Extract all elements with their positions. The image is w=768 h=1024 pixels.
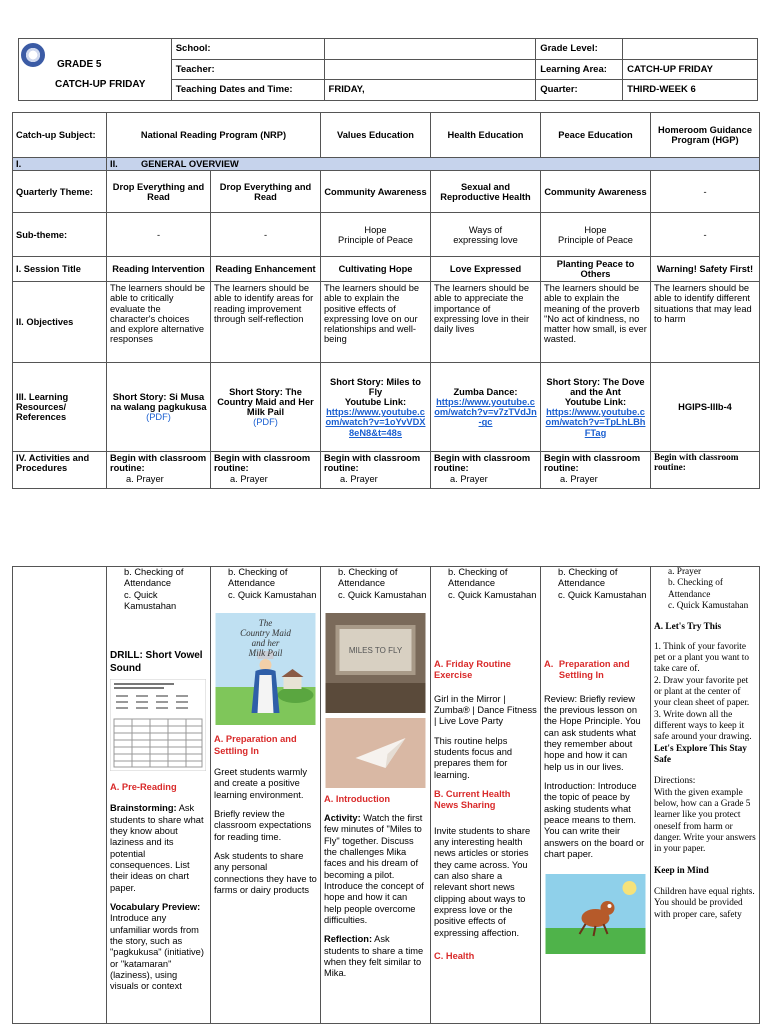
routine-list: a. Prayer b. Checking of Attendance c. Quick Kamustahan <box>668 567 749 611</box>
subject-label: Catch-up Subject: <box>13 113 107 158</box>
hgp-activities <box>651 567 760 1024</box>
subtheme-cell: - <box>211 213 321 257</box>
svg-text:Country Maid: Country Maid <box>240 627 291 638</box>
subtheme-label: Sub-theme: <box>13 213 107 257</box>
directions-label: Directions: <box>654 776 696 787</box>
objective-cell: The learners should be able to appreciate the importance of expressing love in their daily lives <box>431 282 541 363</box>
quarter-label: Quarter: <box>536 80 623 101</box>
theme-cell: - <box>651 171 760 213</box>
theme-cell: Drop Everything and Read <box>107 171 211 213</box>
subtheme-cell: Ways of expressing love <box>431 213 541 257</box>
vowel-worksheet-image <box>110 679 206 771</box>
resource-hgp: HGIPS-IIIb-4 <box>651 363 760 452</box>
activity-cell: Begin with classroom routine: a. Prayer <box>321 452 431 489</box>
preparation-heading: A. Preparation and Settling In <box>214 734 297 756</box>
objective-cell: The learners should be able to critically evaluate the character's choices and explore alternative responses <box>107 282 211 363</box>
header-brand <box>19 39 172 101</box>
preparation-heading: A. Preparation and Settling In <box>544 658 630 681</box>
theme-cell: Community Awareness <box>541 171 651 213</box>
activity-cell: Begin with classroom routine: a. Prayer <box>107 452 211 489</box>
overview-band <box>13 158 760 171</box>
teacher-field[interactable] <box>324 59 536 80</box>
resources-label: III. Learning Resources/ References <box>13 363 107 452</box>
keep-in-mind-heading: Keep in Mind <box>654 865 709 876</box>
vocab-text: Vocabulary Preview: Introduce any unfamiliar words from the story, such as "pagkukusa" (initiative) or "katamaran" (laziness), using visuals or context <box>110 901 204 992</box>
resource-health: Zumba Dance: https://www.youtube.com/watch?v=v7zTVdJn-gc <box>431 363 541 452</box>
pdf-link[interactable]: (PDF) <box>253 417 278 428</box>
peace-activities: b. Checking of Attendance c. Quick Kamustahan A. Preparation and Settling In Review: Briefly review the previous lesson on the Hope Principle. You can ask students what they remember about hope and how it can help us in our lives. Introduction: Introduce the topic of peace by asking students what peace means to them. You can write their answers on the board or chart paper. <box>541 567 651 1024</box>
youtube-link[interactable]: https://www.youtube.com/watch?v=TpLhLBhFTag <box>545 407 646 438</box>
subtheme-cell: - <box>651 213 760 257</box>
hgp-header: Homeroom Guidance Program (HGP) <box>651 113 760 158</box>
news-sharing-heading: B. Current Health News Sharing <box>434 788 511 811</box>
activity-cell: Begin with classroom routine: a. Prayer <box>211 452 321 489</box>
theme-cell: Drop Everything and Read <box>211 171 321 213</box>
resource-peace: Short Story: The Dove and the Ant Youtube Link: https://www.youtube.com/watch?v=TpLhLBhFTag <box>541 363 651 452</box>
values-header: Values Education <box>321 113 431 158</box>
peace-header: Peace Education <box>541 113 651 158</box>
session-row <box>13 257 760 282</box>
objective-cell: The learners should be able to identify different situations that may lead to harm <box>651 282 760 363</box>
objective-cell: The learners should be able to identify areas for reading improvement through self-reflection <box>211 282 321 363</box>
miles-to-fly-thumbnail <box>324 613 427 713</box>
resource-nrp2: Short Story: The Country Maid and Her Milk Pail (PDF) <box>211 363 321 452</box>
friday-routine-heading: A. Friday Routine Exercise <box>434 658 511 681</box>
session-cell: Reading Intervention <box>107 257 211 282</box>
nrp2-activities: b. Checking of Attendance c. Quick Kamustahan The Country Maid and her Milk Pail A. Preparation and Settling In Greet students warmly and create a positive learning environment. Briefly review the classroom expectations for reading time. Ask students to share any personal connections they have to farms or dairy products <box>211 567 321 1024</box>
theme-cell: Community Awareness <box>321 171 431 213</box>
introduction-text: Introduction: Introduce the topic of peace by asking students what peace means to them. You can write their answers on the board or chart paper. <box>544 780 645 859</box>
pdf-link[interactable]: (PDF) <box>146 412 171 423</box>
try-step: 2. Draw your favorite pet or plant at the center of your clean sheet of paper. <box>654 675 750 709</box>
review-text: Review: Briefly review the previous lesson on the Hope Principle. You can ask students what they remember about hope and how it can help us in our lives. <box>544 693 641 772</box>
svg-text:MILES TO FLY: MILES TO FLY <box>348 645 403 655</box>
subtheme-cell: Hope Principle of Peace <box>321 213 431 257</box>
keep-in-mind-text: Children have equal rights. You should be provided with proper care, safety <box>654 886 755 920</box>
subtheme-row <box>13 213 760 257</box>
school-field[interactable] <box>324 39 536 60</box>
resource-values: Short Story: Miles to Fly Youtube Link: https://www.youtube.com/watch?v=1oYvVDX8eN8&t=48s <box>321 363 431 452</box>
teacher-label: Teacher: <box>171 59 324 80</box>
try-step: 1. Think of your favorite pet or a plant you want to take care of. <box>654 641 750 675</box>
band-overview: II. GENERAL OVERVIEW <box>107 158 760 171</box>
lets-explore-heading: Let's Explore This Stay Safe <box>654 743 747 765</box>
session-cell: Planting Peace to Others <box>541 257 651 282</box>
routine-text: This routine helps students focus and prepares them for learning. <box>434 735 513 780</box>
activities-row <box>13 452 760 489</box>
activity-text: Activity: Watch the first few minutes of "Miles to Fly" together. Discuss the challenges Mika faces and his dream of becoming a pilot. Introduce the concept of hope and how it can help people overcome difficulties. <box>324 812 424 925</box>
brainstorming-text: Brainstorming: Ask students to share what they know about laziness and its potential consequences. List their ideas on chart paper. <box>110 803 204 893</box>
band-i: I. <box>13 158 107 171</box>
directions-text: With the given example below, how can a Grade 5 learner like you protect oneself from harm or danger. Write your answers in your paper. <box>654 787 756 855</box>
review-text: Briefly review the classroom expectations for reading time. <box>214 808 312 842</box>
session-cell: Warning! Safety First! <box>651 257 760 282</box>
activities-continuation-table <box>12 566 760 1024</box>
try-step: 3. Write down all the different ways to keep it safe around your drawing. <box>654 709 752 743</box>
paper-plane-image <box>324 718 427 788</box>
youtube-link[interactable]: https://www.youtube.com/watch?v=1oYvVDX8eN8&t=48s <box>325 407 426 438</box>
drill-title: DRILL: Short Vowel Sound <box>110 650 203 674</box>
activity-cell: Begin with classroom routine: a. Prayer <box>541 452 651 489</box>
subject-row <box>13 113 760 158</box>
introduction-heading: A. Introduction <box>324 793 391 804</box>
grade-level-label: Grade Level: <box>536 39 623 60</box>
activities-label: IV. Activities and Procedures <box>13 452 107 489</box>
activity-cell: Begin with classroom routine: <box>651 452 760 489</box>
reflection-text: Reflection: Ask students to share a time when they felt similar to Mika. <box>324 934 424 979</box>
svg-text:and her: and her <box>251 637 280 648</box>
resources-row <box>13 363 760 452</box>
dates-label: Teaching Dates and Time: <box>171 80 324 101</box>
lesson-plan-table <box>12 112 760 489</box>
session-cell: Cultivating Hope <box>321 257 431 282</box>
theme-cell: Sexual and Reproductive Health <box>431 171 541 213</box>
objective-cell: The learners should be able to explain the meaning of the proverb "No act of kindness, no matter how small, is ever wasted. <box>541 282 651 363</box>
dove-and-ant-image <box>544 874 647 954</box>
activity-cell: Begin with classroom routine: a. Prayer <box>431 452 541 489</box>
connections-text: Ask students to share any personal connections they have to farms or dairy products <box>214 850 317 895</box>
nrp-header: National Reading Program (NRP) <box>107 113 321 158</box>
news-text: Invite students to share any interesting health news articles or stories they came across. You can also share a relevant short news clipping about ways to express love or the positive effects of expressing affection. <box>434 825 531 938</box>
theme-label: Quarterly Theme: <box>13 171 107 213</box>
grade-label: GRADE 5 <box>57 59 102 70</box>
objectives-row <box>13 282 760 363</box>
greet-text: Greet students warmly and create a positive learning environment. <box>214 766 308 800</box>
theme-row <box>13 171 760 213</box>
health-activities: b. Checking of Attendance c. Quick Kamustahan A. Friday Routine Exercise Girl in the Mirror | Zumba® | Dance Fitness | Live Love Party This routine helps students focus and prepares them for learning. B. Current Health News Sharing Invite students to share any interesting health news articles or stories they came across. You can also share a relevant short news clipping about ways to express love or the positive effects of expressing affection. C. Health <box>431 567 541 1024</box>
session-cell: Love Expressed <box>431 257 541 282</box>
values-activities: b. Checking of Attendance c. Quick Kamustahan MILES TO FLY A. Introduction Activity: Watch the first few minutes of "Miles to Fly" together. Discuss the challenges Mika faces and his dream of becoming a pilot. Introduce the concept of hope and how it can help people overcome difficulties. Reflection: Ask students to share a time when they felt similar to Mika. <box>321 567 431 1024</box>
subtheme-cell: Hope Principle of Peace <box>541 213 651 257</box>
youtube-link[interactable]: https://www.youtube.com/watch?v=v7zTVdJn-gc <box>434 397 537 428</box>
milk-maid-cover-image <box>214 613 317 725</box>
svg-text:Milk Pail: Milk Pail <box>248 647 283 658</box>
subtheme-cell: - <box>107 213 211 257</box>
nrp1-activities: b. Checking of Attendance c. Quick Kamustahan DRILL: Short Vowel Sound A. Pre-Reading Brainstorming: Ask students to share what they know about laziness and its potential consequences. List their ideas on chart paper. Vocabulary Preview: Introduce any unfamiliar words from the story, such as "pagkukusa" (initiative) or "katamaran" (laziness), using visuals or context <box>107 567 211 1024</box>
zumba-text: Girl in the Mirror | Zumba® | Dance Fitness | Live Love Party <box>434 693 537 727</box>
objectives-label: II. Objectives <box>13 282 107 363</box>
deped-seal-icon <box>21 43 45 67</box>
learning-area-label: Learning Area: <box>536 59 623 80</box>
blank-label-cell <box>13 567 107 1024</box>
session-label: I. Session Title <box>13 257 107 282</box>
health-header: Health Education <box>431 113 541 158</box>
svg-text:The: The <box>258 617 273 628</box>
grade-level-field[interactable] <box>623 39 758 60</box>
catchup-title: CATCH-UP FRIDAY <box>55 79 146 90</box>
lets-try-heading: A. Let's Try This <box>654 622 722 633</box>
dates-field[interactable]: FRIDAY, <box>324 80 536 101</box>
resource-nrp1: Short Story: Si Musa na walang pagkukusa (PDF) <box>107 363 211 452</box>
pre-reading-heading: A. Pre-Reading <box>110 782 177 793</box>
learning-area-field[interactable]: CATCH-UP FRIDAY <box>623 59 758 80</box>
quarter-field[interactable]: THIRD-WEEK 6 <box>623 80 758 101</box>
school-label: School: <box>171 39 324 60</box>
header-table <box>18 38 758 101</box>
objective-cell: The learners should be able to explain the positive effects of expressing love on our relationships and well-being <box>321 282 431 363</box>
session-cell: Reading Enhancement <box>211 257 321 282</box>
health-heading: C. Health <box>434 950 475 961</box>
